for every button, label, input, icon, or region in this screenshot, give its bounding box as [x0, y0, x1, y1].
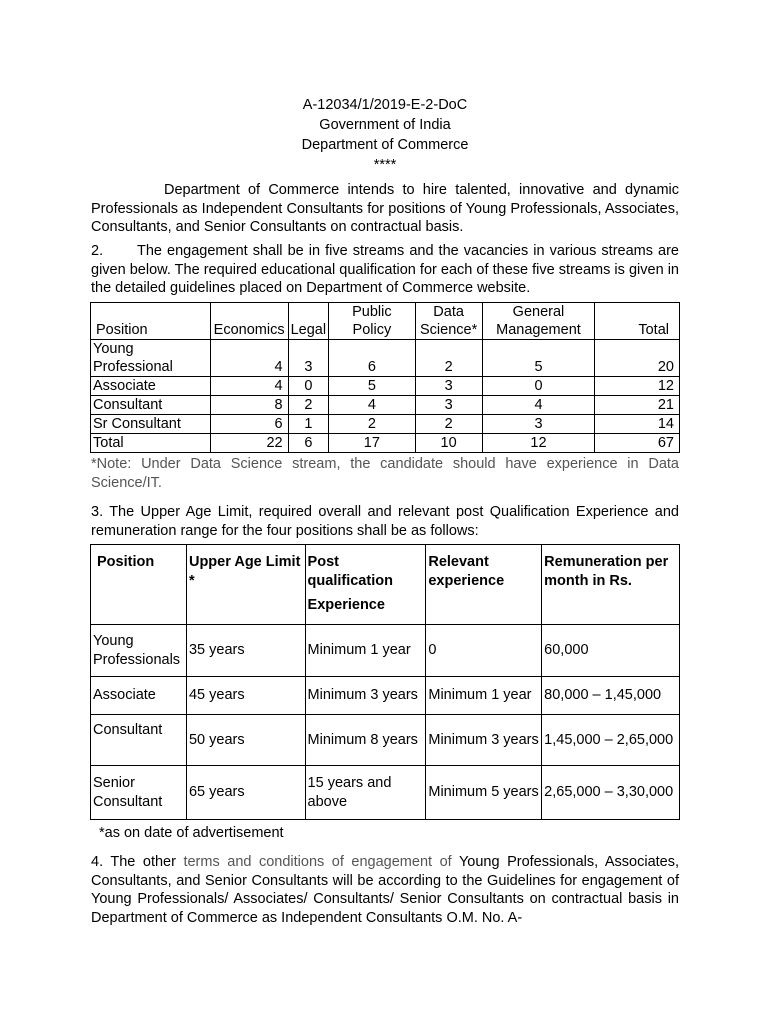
position-cell: Young Professional: [91, 340, 211, 377]
public-policy-cell: 2: [329, 415, 416, 434]
legal-cell: 2: [288, 396, 328, 415]
intro-paragraph: [91, 181, 679, 237]
public-policy-cell: 6: [329, 340, 416, 377]
general-management-cell: 0: [482, 377, 595, 396]
government-line: Government of India: [319, 117, 451, 133]
data-science-cell: 2: [415, 340, 482, 377]
post-qualification-cell: Minimum 8 years: [305, 715, 426, 766]
position-cell: Young Professionals: [91, 625, 187, 677]
legal-cell: 6: [288, 434, 328, 453]
paragraph-3: 3. The Upper Age Limit, required overall and relevant post Qualification Experience and remuneration range for the four positions shall be as follows:: [91, 504, 679, 539]
position-cell: Senior Consultant: [91, 766, 187, 820]
experience-label: Experience: [307, 597, 385, 613]
age-limit-table: [90, 544, 680, 820]
paragraph-4-rest: Young Professionals, Associates, Consultants, and Senior Consultants will be according to the Guidelines for engagement of Young Professionals/ Associates/ Consultants/ Senior Consultants on contractual basis in Department of Commerce as Independent Consultants O.M. No. A-: [91, 854, 680, 926]
department-line: Department of Commerce: [301, 137, 469, 153]
age-cell: 35 years: [186, 625, 305, 677]
remuneration-header: Remuneration per month in Rs.: [542, 545, 680, 625]
table-row: [91, 434, 680, 453]
position-header: Position: [91, 545, 187, 625]
intro-text: Department of Commerce intends to hire talented, innovative and dynamic Professionals as Independent Consultants for positions of Young Professionals, Associates, Consultants, and Senior Consultants on contractual basis.: [91, 182, 679, 235]
separator-stars: ****: [373, 157, 397, 173]
general-management-cell: 3: [482, 415, 595, 434]
paragraph-2-text: The engagement shall be in five streams and the vacancies in various streams are given below. The required educational qualification for each of these five streams is given in the detailed guidelines placed on Department of Commerce website.: [91, 243, 679, 296]
position-cell: Sr Consultant: [91, 415, 211, 434]
data-science-cell: 10: [415, 434, 482, 453]
table-row: [91, 625, 680, 677]
relevant-experience-cell: 0: [426, 625, 542, 677]
economics-cell: 4: [210, 377, 288, 396]
vacancy-table: [90, 302, 680, 453]
post-qualification-cell: 15 years and above: [305, 766, 426, 820]
remuneration-cell: 60,000: [542, 625, 680, 677]
reference-number: A-12034/1/2019-E-2-DoC: [302, 97, 468, 113]
general-management-cell: 4: [482, 396, 595, 415]
relevant-experience-cell: Minimum 1 year: [426, 677, 542, 715]
age-cell: 65 years: [186, 766, 305, 820]
position-cell: Associate: [91, 677, 187, 715]
total-cell: 12: [595, 377, 680, 396]
vacancy-header-cell: Data Science*: [415, 303, 482, 340]
table-row: [91, 766, 680, 820]
total-cell: 20: [595, 340, 680, 377]
economics-cell: 8: [210, 396, 288, 415]
post-qualification-cell: Minimum 3 years: [305, 677, 426, 715]
position-cell: Consultant: [91, 715, 187, 766]
vacancy-header-cell: Economics: [210, 303, 288, 340]
table-row: [91, 677, 680, 715]
age-limit-header: Upper Age Limit *: [186, 545, 305, 625]
data-science-cell: 3: [415, 396, 482, 415]
paragraph-4-start: 4. The other: [91, 854, 184, 870]
general-management-cell: 5: [482, 340, 595, 377]
post-qualification-cell: Minimum 1 year: [305, 625, 426, 677]
table-row: [91, 377, 680, 396]
age-footnote: *as on date of advertisement: [99, 825, 284, 841]
table-row: [91, 396, 680, 415]
position-cell: Total: [91, 434, 211, 453]
economics-cell: 22: [210, 434, 288, 453]
remuneration-cell: 1,45,000 – 2,65,000: [542, 715, 680, 766]
vacancy-table-header: [91, 303, 680, 340]
total-cell: 67: [595, 434, 680, 453]
vacancy-header-cell: Public Policy: [329, 303, 416, 340]
post-qualification-header: [305, 545, 426, 625]
relevant-experience-header: Relevant experience: [426, 545, 542, 625]
legal-cell: 1: [288, 415, 328, 434]
relevant-experience-cell: Minimum 5 years: [426, 766, 542, 820]
data-science-note: *Note: Under Data Science stream, the candidate should have experience in Data Science/IT.: [91, 456, 679, 491]
data-science-cell: 3: [415, 377, 482, 396]
position-cell: Consultant: [91, 396, 211, 415]
total-cell: 14: [595, 415, 680, 434]
remuneration-cell: 80,000 – 1,45,000: [542, 677, 680, 715]
paragraph-2: [91, 242, 679, 298]
legal-cell: 0: [288, 377, 328, 396]
general-management-cell: 12: [482, 434, 595, 453]
document-header: [0, 95, 770, 175]
data-science-cell: 2: [415, 415, 482, 434]
public-policy-cell: 5: [329, 377, 416, 396]
economics-cell: 4: [210, 340, 288, 377]
total-cell: 21: [595, 396, 680, 415]
post-qualification-label: Post qualification: [307, 554, 393, 589]
age-table-header: [91, 545, 680, 625]
remuneration-cell: 2,65,000 – 3,30,000: [542, 766, 680, 820]
public-policy-cell: 17: [329, 434, 416, 453]
vacancy-header-cell: Legal: [288, 303, 328, 340]
position-cell: Associate: [91, 377, 211, 396]
paragraph-2-number: 2.: [91, 243, 104, 259]
vacancy-header-cell: Total: [595, 303, 680, 340]
economics-cell: 6: [210, 415, 288, 434]
vacancy-header-cell: Position: [91, 303, 211, 340]
age-cell: 50 years: [186, 715, 305, 766]
vacancy-header-cell: General Management: [482, 303, 595, 340]
public-policy-cell: 4: [329, 396, 416, 415]
age-cell: 45 years: [186, 677, 305, 715]
table-row: [91, 415, 680, 434]
paragraph-4-gray-text: terms and conditions of engagement of: [183, 854, 452, 870]
table-row: [91, 340, 680, 377]
paragraph-4: [91, 853, 679, 927]
legal-cell: 3: [288, 340, 328, 377]
table-row: [91, 715, 680, 766]
relevant-experience-cell: Minimum 3 years: [426, 715, 542, 766]
